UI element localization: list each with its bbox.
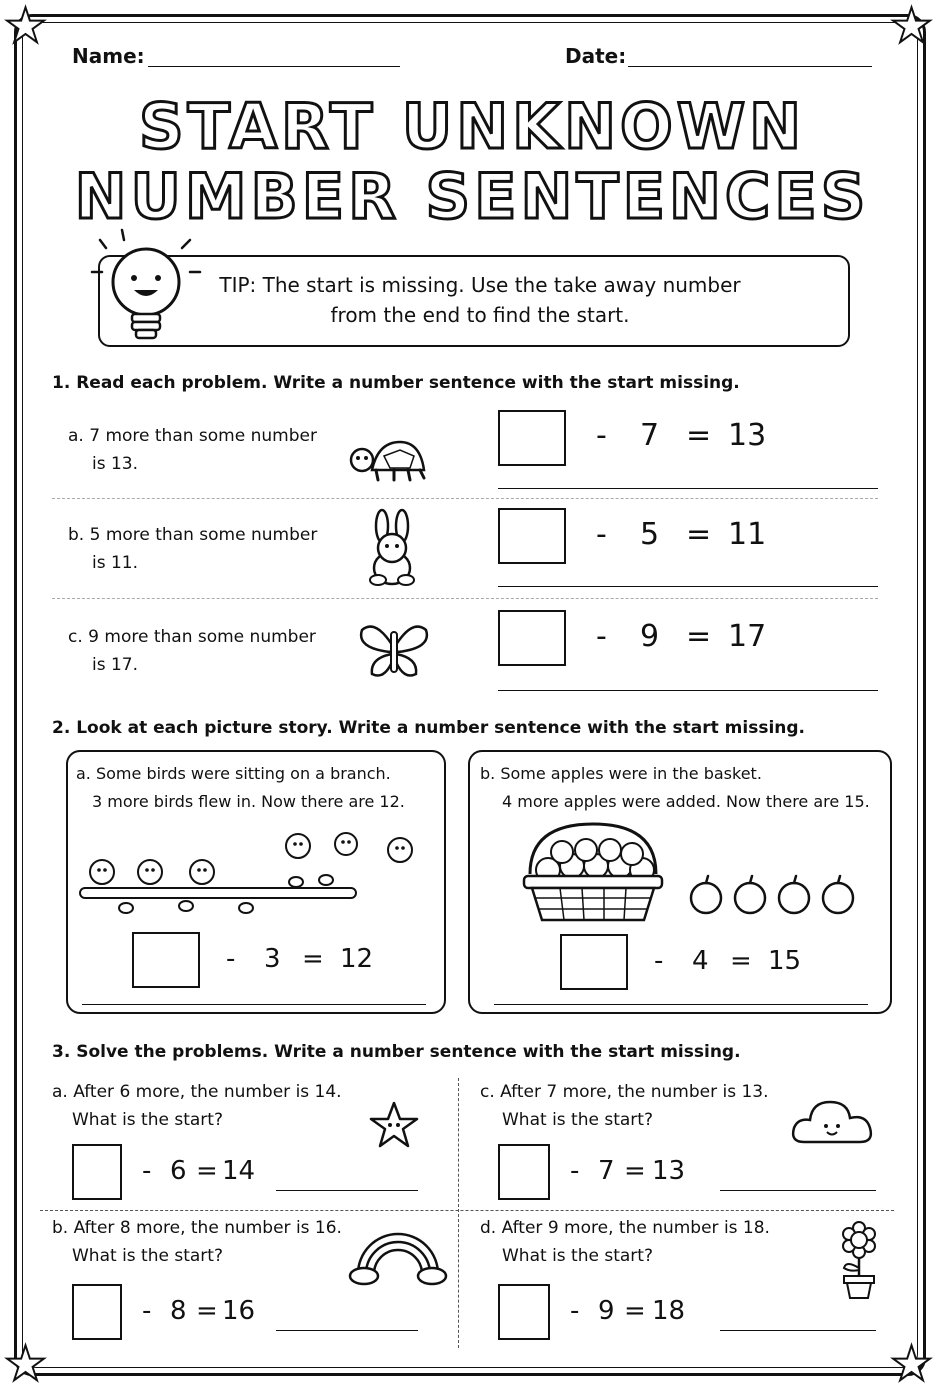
result-number: 11 [728,517,767,552]
item-line-2: is 17. [92,655,139,675]
flying-bird-icon [378,830,424,870]
answer-line[interactable] [498,488,878,489]
answer-line[interactable] [498,586,878,587]
answer-line[interactable] [276,1190,418,1191]
minus-sign: - [596,418,607,453]
date-field[interactable] [628,66,872,67]
result-number: 15 [768,946,802,976]
cloud-icon [790,1096,876,1148]
minus-sign: - [570,1156,580,1186]
item-line-2: What is the start? [502,1110,653,1130]
story-line-1: b. Some apples were in the basket. [480,764,762,783]
item-line-1: a. After 6 more, the number is 14. [52,1082,342,1102]
answer-line[interactable] [82,1004,426,1005]
story-line-2: 4 more apples were added. Now there are 15. [502,792,870,811]
s3-item-d-text [480,1214,770,1270]
equals-sign: = [196,1156,218,1186]
date-label: Date: [565,44,627,68]
turtle-icon [348,436,430,486]
s1-item-a-text [68,422,317,478]
answer-line[interactable] [498,690,878,691]
minus-sign: - [570,1296,580,1326]
item-line-1: b. After 8 more, the number is 16. [52,1218,342,1238]
item-line-1: 9 more than some number [88,627,316,647]
story-a-text [76,760,405,816]
equals-sign: = [196,1296,218,1326]
minus-sign: - [142,1296,152,1326]
answer-box[interactable] [498,1284,550,1340]
minus-sign: - [596,517,607,552]
answer-box[interactable] [498,410,566,466]
s3-item-b-text [52,1214,342,1270]
result-number: 16 [222,1296,256,1326]
equals-sign: = [686,418,712,453]
name-label: Name: [72,44,145,68]
subtract-number: 9 [598,1296,615,1326]
answer-box[interactable] [560,934,628,990]
column-divider [458,1078,459,1348]
lightbulb-icon [86,226,206,356]
subtract-number: 4 [692,946,709,976]
story-line-2: 3 more birds flew in. Now there are 12. [92,792,405,811]
s1-item-b-text [68,521,317,577]
answer-box[interactable] [498,1144,550,1200]
star-corner-icon: ★ [890,0,934,54]
answer-line[interactable] [720,1190,876,1191]
item-line-1: d. After 9 more, the number is 18. [480,1218,770,1238]
subtract-number: 7 [640,418,660,453]
butterfly-icon [356,618,432,684]
equals-sign: = [686,517,712,552]
subtract-number: 5 [640,517,660,552]
result-number: 13 [728,418,767,453]
story-line-1: a. Some birds were sitting on a branch. [76,764,391,783]
item-line-2: What is the start? [72,1246,223,1266]
story-b-text [480,760,870,816]
subtract-number: 9 [640,619,660,654]
tip-line-2: from the end to find the start. [330,303,630,327]
row-divider [40,1210,894,1211]
minus-sign: - [596,619,607,654]
item-line-2: What is the start? [72,1110,223,1130]
item-letter: b. [68,525,85,545]
answer-line[interactable] [276,1330,418,1331]
star-corner-icon: ★ [890,1336,934,1392]
apples-icon [688,874,858,918]
row-divider [52,498,878,499]
item-letter: a. [68,426,84,446]
star-icon [368,1100,420,1152]
item-line-1: 5 more than some number [89,525,318,545]
equals-sign: = [624,1296,646,1326]
answer-box[interactable] [498,508,566,564]
apple-basket-icon [520,820,666,924]
star-corner-icon: ★ [4,0,48,54]
title-line-2: NUMBER SENTENCES [74,160,870,233]
item-line-2: is 13. [92,454,139,474]
result-number: 13 [652,1156,686,1186]
row-divider [52,598,878,599]
star-corner-icon: ★ [4,1336,48,1392]
name-field[interactable] [148,66,400,67]
tip-text [200,270,760,330]
subtract-number: 8 [170,1296,187,1326]
tip-line-1: TIP: The start is missing. Use the take away number [219,273,741,297]
section-1-heading: 1. Read each problem. Write a number sentence with the start missing. [52,373,740,393]
bunny-icon [362,508,424,588]
flower-pot-icon [836,1220,882,1300]
minus-sign: - [142,1156,152,1186]
result-number: 18 [652,1296,686,1326]
title-line-1: START UNKNOWN [138,90,806,163]
equals-sign: = [302,944,324,974]
rainbow-icon [346,1228,450,1286]
result-number: 17 [728,619,767,654]
subtract-number: 3 [264,944,281,974]
item-line-2: is 11. [92,553,139,573]
s3-item-c-text [480,1078,769,1134]
item-letter: c. [68,627,83,647]
item-line-2: What is the start? [502,1246,653,1266]
result-number: 14 [222,1156,256,1186]
answer-box[interactable] [132,932,200,988]
section-3-heading: 3. Solve the problems. Write a number sentence with the start missing. [52,1042,741,1062]
equals-sign: = [686,619,712,654]
answer-box[interactable] [72,1144,122,1200]
subtract-number: 6 [170,1156,187,1186]
answer-line[interactable] [720,1330,876,1331]
answer-box[interactable] [498,610,566,666]
s1-item-c-text [68,623,316,679]
answer-box[interactable] [72,1284,122,1340]
minus-sign: - [654,946,664,976]
item-line-1: c. After 7 more, the number is 13. [480,1082,769,1102]
answer-line[interactable] [494,1004,868,1005]
birds-on-branch-icon [76,822,360,916]
minus-sign: - [226,944,236,974]
s3-item-a-text [52,1078,342,1134]
subtract-number: 7 [598,1156,615,1186]
item-line-1: 7 more than some number [89,426,317,446]
equals-sign: = [730,946,752,976]
result-number: 12 [340,944,374,974]
section-2-heading: 2. Look at each picture story. Write a number sentence with the start missing. [52,718,805,738]
equals-sign: = [624,1156,646,1186]
